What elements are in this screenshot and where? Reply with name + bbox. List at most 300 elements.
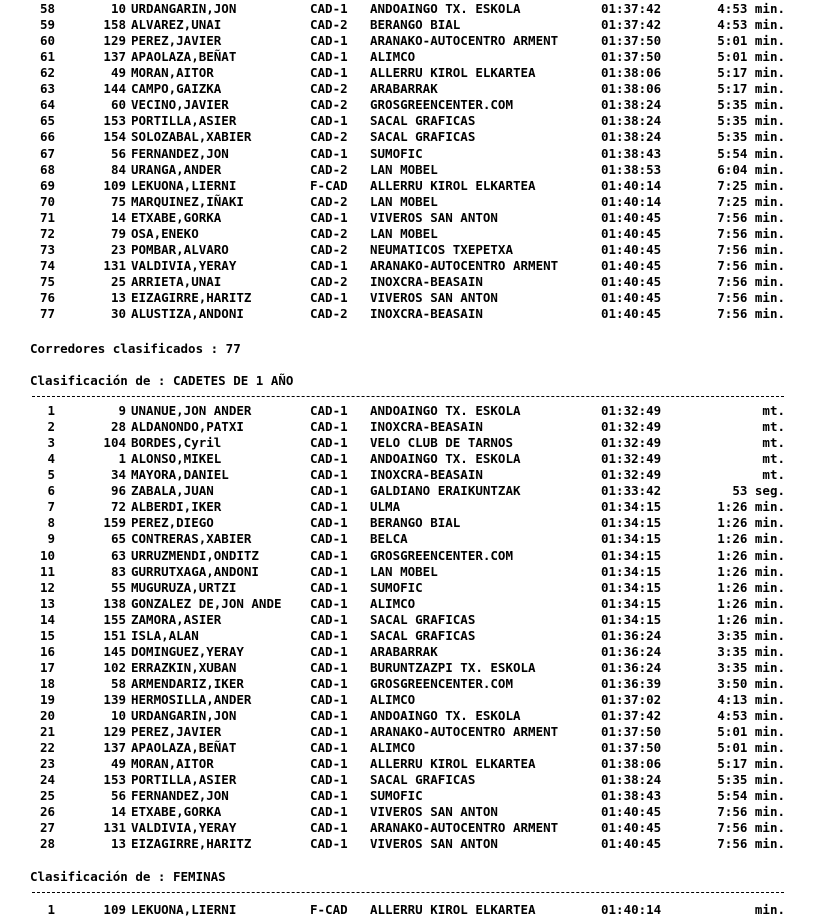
- gap-cell: 1:26 min.: [717, 611, 785, 627]
- dorsal-cell: 72: [110, 499, 126, 515]
- category-cell: CAD-2: [310, 241, 348, 257]
- time-cell: 01:38:24: [601, 97, 662, 113]
- category-cell: CAD-1: [310, 643, 348, 659]
- rider-name-cell: VALDIVIA,YERAY: [131, 257, 237, 273]
- position-cell: 68: [39, 161, 55, 177]
- position-cell: 22: [39, 740, 55, 755]
- time-cell: 01:37:50: [601, 724, 662, 739]
- time-cell: 01:40:45: [601, 804, 662, 820]
- category-cell: CAD-1: [310, 820, 348, 836]
- dorsal-cell: 14: [110, 209, 126, 225]
- category-cell: CAD-1: [310, 483, 348, 499]
- rider-name-cell: HERMOSILLA,ANDER: [131, 691, 252, 707]
- time-cell: 01:40:45: [601, 257, 662, 273]
- position-cell: 15: [39, 627, 55, 643]
- dorsal-cell: 49: [110, 65, 126, 81]
- team-cell: ARANAKO-AUTOCENTRO ARMENT: [370, 820, 559, 836]
- dorsal-cell: 144: [103, 81, 126, 97]
- position-cell: 12: [39, 579, 55, 595]
- category-cell: CAD-2: [310, 305, 348, 321]
- team-cell: SUMOFIC: [370, 788, 423, 804]
- team-cell: SUMOFIC: [370, 145, 423, 161]
- dorsal-cell: 23: [110, 241, 126, 257]
- dorsal-cell: 56: [110, 145, 126, 161]
- category-cell: CAD-1: [310, 547, 348, 563]
- position-cell: 5: [47, 467, 55, 483]
- dorsal-cell: 151: [103, 627, 126, 643]
- time-cell: 01:40:45: [601, 209, 662, 225]
- time-cell: 01:33:42: [601, 483, 662, 499]
- time-cell: 01:38:06: [601, 81, 662, 97]
- category-cell: CAD-1: [310, 611, 348, 627]
- rider-name-cell: APAOLAZA,BEÑAT: [131, 49, 237, 65]
- gap-cell: 4:53 min.: [717, 708, 785, 723]
- team-cell: GROSGREENCENTER.COM: [370, 97, 513, 113]
- time-cell: 01:38:24: [601, 129, 662, 145]
- rider-name-cell: APAOLAZA,BEÑAT: [131, 740, 237, 755]
- category-cell: F-CAD: [310, 177, 348, 193]
- dorsal-cell: 153: [103, 772, 126, 788]
- team-cell: SACAL GRAFICAS: [370, 113, 476, 129]
- category-cell: CAD-1: [310, 724, 348, 739]
- gap-cell: 4:53 min.: [717, 1, 785, 16]
- gap-cell: 7:56 min.: [717, 209, 785, 225]
- dorsal-cell: 104: [103, 435, 126, 451]
- team-cell: ALIMCO: [370, 740, 416, 755]
- team-cell: LAN MOBEL: [370, 193, 438, 209]
- rider-name-cell: BORDES,Cyril: [131, 435, 222, 451]
- dorsal-cell: 109: [103, 902, 126, 917]
- category-cell: CAD-1: [310, 33, 348, 49]
- category-cell: CAD-2: [310, 161, 348, 177]
- rider-name-cell: CAMPO,GAIZKA: [131, 81, 222, 97]
- dorsal-cell: 75: [110, 193, 126, 209]
- gap-cell: 1:26 min.: [717, 547, 785, 563]
- dorsal-cell: 129: [103, 724, 126, 739]
- position-cell: 7: [47, 499, 55, 515]
- position-cell: 1: [47, 403, 55, 418]
- category-cell: CAD-1: [310, 1, 348, 16]
- time-cell: 01:40:45: [601, 289, 662, 305]
- team-cell: VIVEROS SAN ANTON: [370, 209, 498, 225]
- position-cell: 6: [47, 483, 55, 499]
- time-cell: 01:38:24: [601, 113, 662, 129]
- classified-summary: Corredores clasificados : 77: [30, 341, 241, 356]
- time-cell: 01:38:43: [601, 145, 662, 161]
- team-cell: ARANAKO-AUTOCENTRO ARMENT: [370, 33, 559, 49]
- rider-name-cell: ETXABE,GORKA: [131, 804, 222, 820]
- gap-cell: 1:26 min.: [717, 563, 785, 579]
- category-cell: CAD-1: [310, 257, 348, 273]
- category-cell: CAD-1: [310, 49, 348, 65]
- dorsal-cell: 155: [103, 611, 126, 627]
- gap-cell: 5:17 min.: [717, 756, 785, 772]
- dorsal-cell: 28: [110, 419, 126, 435]
- position-cell: 66: [39, 129, 55, 145]
- gap-cell: 7:25 min.: [717, 177, 785, 193]
- category-cell: CAD-1: [310, 595, 348, 611]
- position-cell: 9: [47, 531, 55, 547]
- gap-cell: 3:35 min.: [717, 627, 785, 643]
- rider-name-cell: DOMINGUEZ,YERAY: [131, 643, 244, 659]
- rider-name-cell: ALONSO,MIKEL: [131, 451, 222, 467]
- team-cell: ANDOAINGO TX. ESKOLA: [370, 403, 521, 418]
- team-cell: GALDIANO ERAIKUNTZAK: [370, 483, 521, 499]
- gap-cell: 3:50 min.: [717, 675, 785, 691]
- dorsal-cell: 65: [110, 531, 126, 547]
- gap-cell: 7:56 min.: [717, 257, 785, 273]
- time-cell: 01:32:49: [601, 435, 662, 451]
- category-cell: CAD-1: [310, 659, 348, 675]
- position-cell: 11: [39, 563, 55, 579]
- dorsal-cell: 83: [110, 563, 126, 579]
- category-cell: CAD-1: [310, 435, 348, 451]
- rider-name-cell: PORTILLA,ASIER: [131, 113, 237, 129]
- dorsal-cell: 55: [110, 579, 126, 595]
- dorsal-cell: 56: [110, 788, 126, 804]
- position-cell: 13: [39, 595, 55, 611]
- time-cell: 01:38:43: [601, 788, 662, 804]
- category-cell: CAD-1: [310, 451, 348, 467]
- dorsal-cell: 30: [110, 305, 126, 321]
- team-cell: SACAL GRAFICAS: [370, 611, 476, 627]
- dorsal-cell: 25: [110, 273, 126, 289]
- dorsal-cell: 34: [110, 467, 126, 483]
- rider-name-cell: LEKUONA,LIERNI: [131, 902, 237, 917]
- position-cell: 28: [39, 836, 55, 852]
- dorsal-cell: 1: [118, 451, 126, 467]
- team-cell: BELCA: [370, 531, 408, 547]
- rider-name-cell: MUGURUZA,URTZI: [131, 579, 237, 595]
- category-cell: CAD-1: [310, 65, 348, 81]
- gap-cell: 3:35 min.: [717, 659, 785, 675]
- category-cell: CAD-1: [310, 836, 348, 852]
- team-cell: INOXCRA-BEASAIN: [370, 305, 483, 321]
- position-cell: 10: [39, 547, 55, 563]
- gap-cell: 1:26 min.: [717, 579, 785, 595]
- team-cell: NEUMATICOS TXEPETXA: [370, 241, 513, 257]
- time-cell: 01:38:06: [601, 65, 662, 81]
- team-cell: ALLERRU KIROL ELKARTEA: [370, 65, 536, 81]
- rider-name-cell: ZAMORA,ASIER: [131, 611, 222, 627]
- time-cell: 01:40:14: [601, 193, 662, 209]
- rider-name-cell: EIZAGIRRE,HARITZ: [131, 289, 252, 305]
- gap-cell: 5:01 min.: [717, 49, 785, 65]
- position-cell: 24: [39, 772, 55, 788]
- gap-cell: 6:04 min.: [717, 161, 785, 177]
- position-cell: 19: [39, 691, 55, 707]
- time-cell: 01:34:15: [601, 547, 662, 563]
- position-cell: 64: [39, 97, 55, 113]
- time-cell: 01:40:45: [601, 820, 662, 836]
- category-cell: CAD-1: [310, 499, 348, 515]
- gap-cell: mt.: [762, 451, 785, 467]
- time-cell: 01:40:45: [601, 241, 662, 257]
- rider-name-cell: ALBERDI,IKER: [131, 499, 222, 515]
- category-cell: CAD-1: [310, 740, 348, 755]
- category-cell: CAD-1: [310, 772, 348, 788]
- gap-cell: 7:56 min.: [717, 289, 785, 305]
- category-cell: CAD-2: [310, 17, 348, 33]
- team-cell: ULMA: [370, 499, 401, 515]
- gap-cell: 7:56 min.: [717, 804, 785, 820]
- position-cell: 3: [47, 435, 55, 451]
- team-cell: SUMOFIC: [370, 579, 423, 595]
- rider-name-cell: ARMENDARIZ,IKER: [131, 675, 244, 691]
- position-cell: 20: [39, 708, 55, 723]
- team-cell: BURUNTZAZPI TX. ESKOLA: [370, 659, 536, 675]
- time-cell: 01:36:24: [601, 627, 662, 643]
- time-cell: 01:40:45: [601, 305, 662, 321]
- rider-name-cell: URDANGARIN,JON: [131, 708, 237, 723]
- position-cell: 23: [39, 756, 55, 772]
- team-cell: VELO CLUB DE TARNOS: [370, 435, 513, 451]
- team-cell: ARANAKO-AUTOCENTRO ARMENT: [370, 724, 559, 739]
- position-cell: 58: [39, 1, 55, 16]
- time-cell: 01:34:15: [601, 579, 662, 595]
- position-cell: 63: [39, 81, 55, 97]
- rider-name-cell: MAYORA,DANIEL: [131, 467, 229, 483]
- team-cell: LAN MOBEL: [370, 225, 438, 241]
- gap-cell: 1:26 min.: [717, 515, 785, 531]
- position-cell: 67: [39, 145, 55, 161]
- cadetes-heading: Clasificación de : CADETES DE 1 AÑO: [30, 373, 294, 388]
- rider-name-cell: LEKUONA,LIERNI: [131, 177, 237, 193]
- dorsal-cell: 159: [103, 515, 126, 531]
- team-cell: LAN MOBEL: [370, 161, 438, 177]
- rider-name-cell: FERNANDEZ,JON: [131, 145, 229, 161]
- rider-name-cell: MORAN,AITOR: [131, 65, 214, 81]
- time-cell: 01:40:45: [601, 273, 662, 289]
- rider-name-cell: UNANUE,JON ANDER: [131, 403, 252, 418]
- time-cell: 01:40:45: [601, 836, 662, 852]
- time-cell: 01:37:42: [601, 708, 662, 723]
- time-cell: 01:40:14: [601, 902, 662, 917]
- category-cell: CAD-2: [310, 193, 348, 209]
- gap-cell: 5:17 min.: [717, 81, 785, 97]
- team-cell: ALLERRU KIROL ELKARTEA: [370, 756, 536, 772]
- feminas-divider: [32, 892, 784, 893]
- gap-cell: 1:26 min.: [717, 499, 785, 515]
- cadetes-divider: [32, 396, 784, 397]
- dorsal-cell: 154: [103, 129, 126, 145]
- rider-name-cell: ALVAREZ,UNAI: [131, 17, 222, 33]
- dorsal-cell: 60: [110, 97, 126, 113]
- position-cell: 26: [39, 804, 55, 820]
- position-cell: 27: [39, 820, 55, 836]
- time-cell: 01:32:49: [601, 403, 662, 418]
- team-cell: BERANGO BIAL: [370, 17, 461, 33]
- category-cell: CAD-1: [310, 403, 348, 418]
- position-cell: 4: [47, 451, 55, 467]
- team-cell: VIVEROS SAN ANTON: [370, 836, 498, 852]
- rider-name-cell: ALDANONDO,PATXI: [131, 419, 244, 435]
- gap-cell: 5:35 min.: [717, 772, 785, 788]
- position-cell: 17: [39, 659, 55, 675]
- gap-cell: 7:56 min.: [717, 305, 785, 321]
- time-cell: 01:38:53: [601, 161, 662, 177]
- time-cell: 01:32:49: [601, 467, 662, 483]
- dorsal-cell: 79: [110, 225, 126, 241]
- gap-cell: min.: [754, 902, 785, 917]
- rider-name-cell: URRUZMENDI,ONDITZ: [131, 547, 259, 563]
- category-cell: CAD-1: [310, 209, 348, 225]
- time-cell: 01:32:49: [601, 419, 662, 435]
- rider-name-cell: ISLA,ALAN: [131, 627, 199, 643]
- team-cell: ARABARRAK: [370, 81, 438, 97]
- team-cell: SACAL GRAFICAS: [370, 129, 476, 145]
- gap-cell: 7:56 min.: [717, 273, 785, 289]
- position-cell: 74: [39, 257, 55, 273]
- gap-cell: 5:35 min.: [717, 113, 785, 129]
- category-cell: CAD-2: [310, 81, 348, 97]
- rider-name-cell: PORTILLA,ASIER: [131, 772, 237, 788]
- gap-cell: 5:01 min.: [717, 740, 785, 755]
- team-cell: INOXCRA-BEASAIN: [370, 467, 483, 483]
- dorsal-cell: 49: [110, 756, 126, 772]
- rider-name-cell: VECINO,JAVIER: [131, 97, 229, 113]
- dorsal-cell: 96: [110, 483, 126, 499]
- dorsal-cell: 153: [103, 113, 126, 129]
- dorsal-cell: 14: [110, 804, 126, 820]
- rider-name-cell: VALDIVIA,YERAY: [131, 820, 237, 836]
- position-cell: 25: [39, 788, 55, 804]
- position-cell: 70: [39, 193, 55, 209]
- category-cell: CAD-1: [310, 691, 348, 707]
- category-cell: CAD-1: [310, 467, 348, 483]
- team-cell: ARABARRAK: [370, 643, 438, 659]
- position-cell: 62: [39, 65, 55, 81]
- time-cell: 01:37:50: [601, 33, 662, 49]
- category-cell: CAD-1: [310, 419, 348, 435]
- rider-name-cell: OSA,ENEKO: [131, 225, 199, 241]
- dorsal-cell: 13: [110, 836, 126, 852]
- position-cell: 65: [39, 113, 55, 129]
- time-cell: 01:32:49: [601, 451, 662, 467]
- position-cell: 59: [39, 17, 55, 33]
- team-cell: SACAL GRAFICAS: [370, 627, 476, 643]
- rider-name-cell: ERRAZKIN,XUBAN: [131, 659, 237, 675]
- rider-name-cell: POMBAR,ALVARO: [131, 241, 229, 257]
- rider-name-cell: PEREZ,JAVIER: [131, 724, 222, 739]
- gap-cell: 7:56 min.: [717, 241, 785, 257]
- rider-name-cell: SOLOZABAL,XABIER: [131, 129, 252, 145]
- category-cell: CAD-1: [310, 627, 348, 643]
- time-cell: 01:36:24: [601, 659, 662, 675]
- dorsal-cell: 58: [110, 675, 126, 691]
- rider-name-cell: GONZALEZ DE,JON ANDE: [131, 595, 282, 611]
- dorsal-cell: 10: [110, 708, 126, 723]
- team-cell: GROSGREENCENTER.COM: [370, 547, 513, 563]
- position-cell: 1: [47, 902, 55, 917]
- dorsal-cell: 145: [103, 643, 126, 659]
- team-cell: ARANAKO-AUTOCENTRO ARMENT: [370, 257, 559, 273]
- rider-name-cell: PEREZ,JAVIER: [131, 33, 222, 49]
- gap-cell: mt.: [762, 467, 785, 483]
- time-cell: 01:38:24: [601, 772, 662, 788]
- gap-cell: mt.: [762, 435, 785, 451]
- dorsal-cell: 158: [103, 17, 126, 33]
- time-cell: 01:34:15: [601, 595, 662, 611]
- gap-cell: 7:56 min.: [717, 225, 785, 241]
- gap-cell: 7:56 min.: [717, 836, 785, 852]
- rider-name-cell: EIZAGIRRE,HARITZ: [131, 836, 252, 852]
- time-cell: 01:34:15: [601, 563, 662, 579]
- feminas-heading: Clasificación de : FEMINAS: [30, 869, 226, 884]
- category-cell: CAD-2: [310, 225, 348, 241]
- team-cell: ALLERRU KIROL ELKARTEA: [370, 902, 536, 917]
- category-cell: F-CAD: [310, 902, 348, 917]
- position-cell: 76: [39, 289, 55, 305]
- gap-cell: mt.: [762, 419, 785, 435]
- position-cell: 73: [39, 241, 55, 257]
- position-cell: 16: [39, 643, 55, 659]
- dorsal-cell: 138: [103, 595, 126, 611]
- rider-name-cell: ARRIETA,UNAI: [131, 273, 222, 289]
- dorsal-cell: 84: [110, 161, 126, 177]
- position-cell: 69: [39, 177, 55, 193]
- rider-name-cell: URANGA,ANDER: [131, 161, 222, 177]
- position-cell: 60: [39, 33, 55, 49]
- position-cell: 18: [39, 675, 55, 691]
- team-cell: ALIMCO: [370, 691, 416, 707]
- dorsal-cell: 10: [110, 1, 126, 16]
- time-cell: 01:38:06: [601, 756, 662, 772]
- gap-cell: 7:25 min.: [717, 193, 785, 209]
- time-cell: 01:37:42: [601, 17, 662, 33]
- time-cell: 01:34:15: [601, 515, 662, 531]
- dorsal-cell: 9: [118, 403, 126, 418]
- gap-cell: 53 seg.: [732, 483, 785, 499]
- gap-cell: 7:56 min.: [717, 820, 785, 836]
- team-cell: ANDOAINGO TX. ESKOLA: [370, 1, 521, 16]
- dorsal-cell: 109: [103, 177, 126, 193]
- team-cell: LAN MOBEL: [370, 563, 438, 579]
- category-cell: CAD-1: [310, 531, 348, 547]
- gap-cell: mt.: [762, 403, 785, 418]
- category-cell: CAD-1: [310, 563, 348, 579]
- category-cell: CAD-1: [310, 675, 348, 691]
- time-cell: 01:40:45: [601, 225, 662, 241]
- dorsal-cell: 131: [103, 820, 126, 836]
- gap-cell: 5:35 min.: [717, 129, 785, 145]
- time-cell: 01:36:39: [601, 675, 662, 691]
- gap-cell: 5:01 min.: [717, 724, 785, 739]
- team-cell: INOXCRA-BEASAIN: [370, 273, 483, 289]
- team-cell: VIVEROS SAN ANTON: [370, 289, 498, 305]
- team-cell: INOXCRA-BEASAIN: [370, 419, 483, 435]
- position-cell: 14: [39, 611, 55, 627]
- rider-name-cell: ETXABE,GORKA: [131, 209, 222, 225]
- gap-cell: 5:35 min.: [717, 97, 785, 113]
- position-cell: 71: [39, 209, 55, 225]
- rider-name-cell: MARQUINEZ,IÑAKI: [131, 193, 244, 209]
- category-cell: CAD-1: [310, 708, 348, 723]
- dorsal-cell: 63: [110, 547, 126, 563]
- time-cell: 01:36:24: [601, 643, 662, 659]
- gap-cell: 5:17 min.: [717, 65, 785, 81]
- category-cell: CAD-2: [310, 273, 348, 289]
- rider-name-cell: URDANGARIN,JON: [131, 1, 237, 16]
- category-cell: CAD-1: [310, 145, 348, 161]
- rider-name-cell: PEREZ,DIEGO: [131, 515, 214, 531]
- time-cell: 01:37:50: [601, 740, 662, 755]
- rider-name-cell: CONTRERAS,XABIER: [131, 531, 252, 547]
- category-cell: CAD-2: [310, 129, 348, 145]
- position-cell: 75: [39, 273, 55, 289]
- time-cell: 01:34:15: [601, 611, 662, 627]
- category-cell: CAD-1: [310, 515, 348, 531]
